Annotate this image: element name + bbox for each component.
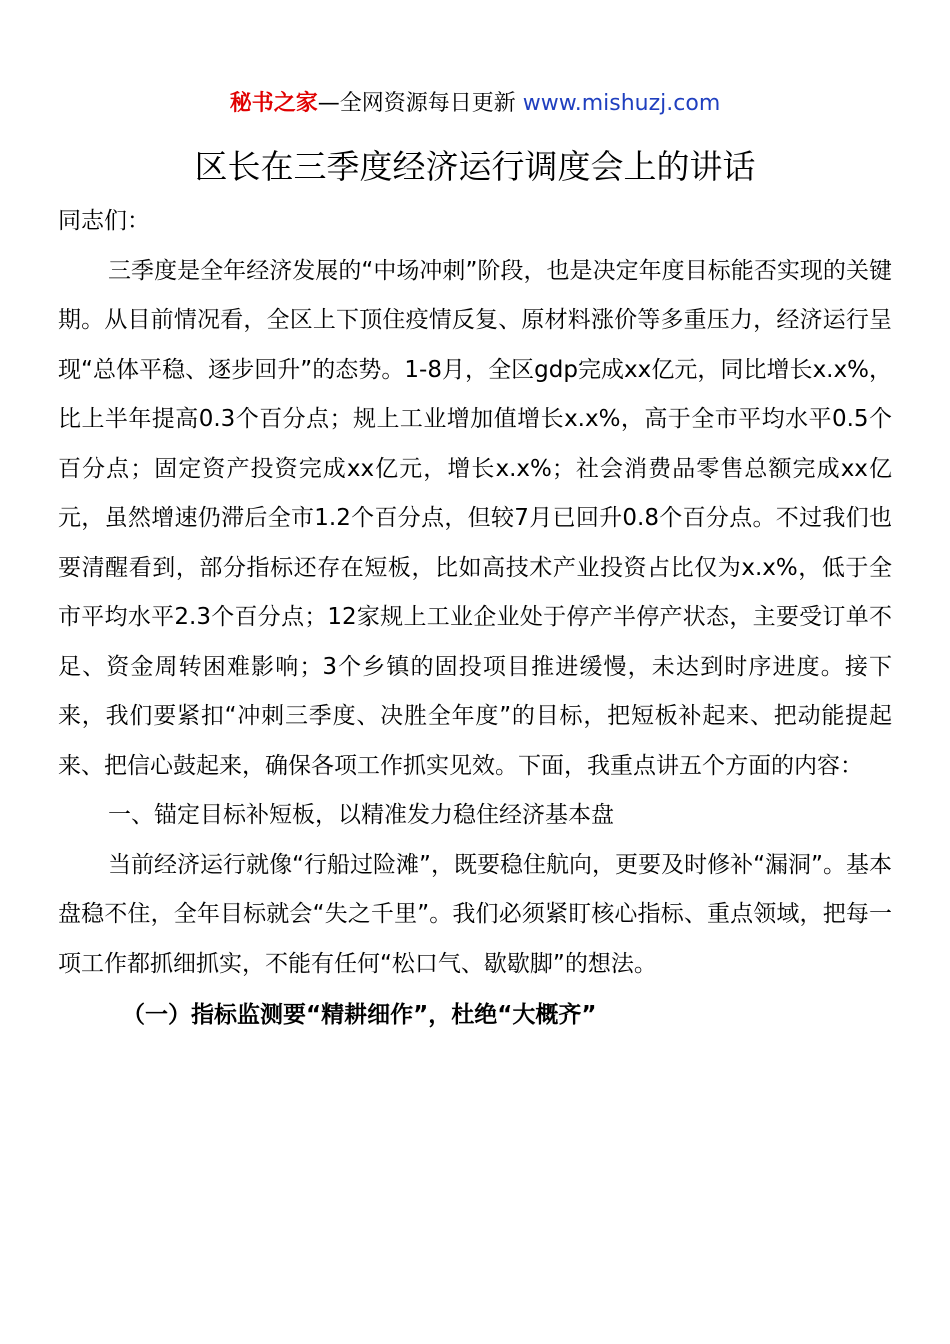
paragraph-section-1: 当前经济运行就像“行船过险滩”，既要稳住航向，更要及时修补“漏洞”。基本盘稳不住，全年目标就会“失之千里”。我们必须紧盯核心指标、重点领域，把每一项工作都抓细抓实，不能有任何“松口气、歇歇脚”的想法。 [58,851,892,977]
document-body [58,197,892,1041]
section-heading-1: 一、锚定目标补短板，以精准发力稳住经济基本盘 [108,802,614,828]
brand-name: 秘书之家 [229,91,318,116]
header-tagline: —全网资源每日更新 [317,91,523,116]
subheading-1: （一）指标监测要“精耕细作”，杜绝“大概齐” [122,1002,597,1028]
paragraph-intro: 三季度是全年经济发展的“中场冲刺”阶段，也是决定年度目标能否实现的关键期。从目前情况看，全区上下顶住疫情反复、原材料涨价等多重压力，经济运行呈现“总体平稳、逐步回升”的态势。1-8月，全区gdp完成xx亿元，同比增长x.x%，比上半年提高0.3个百分点；规上工业增加值增长x.x%，高于全市平均水平0.5个百分点；固定资产投资完成xx亿元，增长x.x%；社会消费品零售总额完成xx亿元，虽然增速仍滞后全市1.2个百分点，但较7月已回升0.8个百分点。不过我们也要清醒看到，部分指标还存在短板，比如高技术产业投资占比仅为x.x%，低于全市平均水平2.3个百分点；12家规上工业企业处于停产半停产状态，主要受订单不足、资金周转困难影响；3个乡镇的固投项目推进缓慢，未达到时序进度。接下来，我们要紧扣“冲刺三季度、决胜全年度”的目标，把短板补起来、把动能提起来、把信心鼓起来，确保各项工作抓实见效。下面，我重点讲五个方面的内容： [58,257,892,779]
site-header [0,88,950,120]
salutation: 同志们： [58,208,150,234]
document-title: 区长在三季度经济运行调度会上的讲话 [194,147,756,186]
site-url[interactable]: www.mishuzj.com [522,91,721,116]
